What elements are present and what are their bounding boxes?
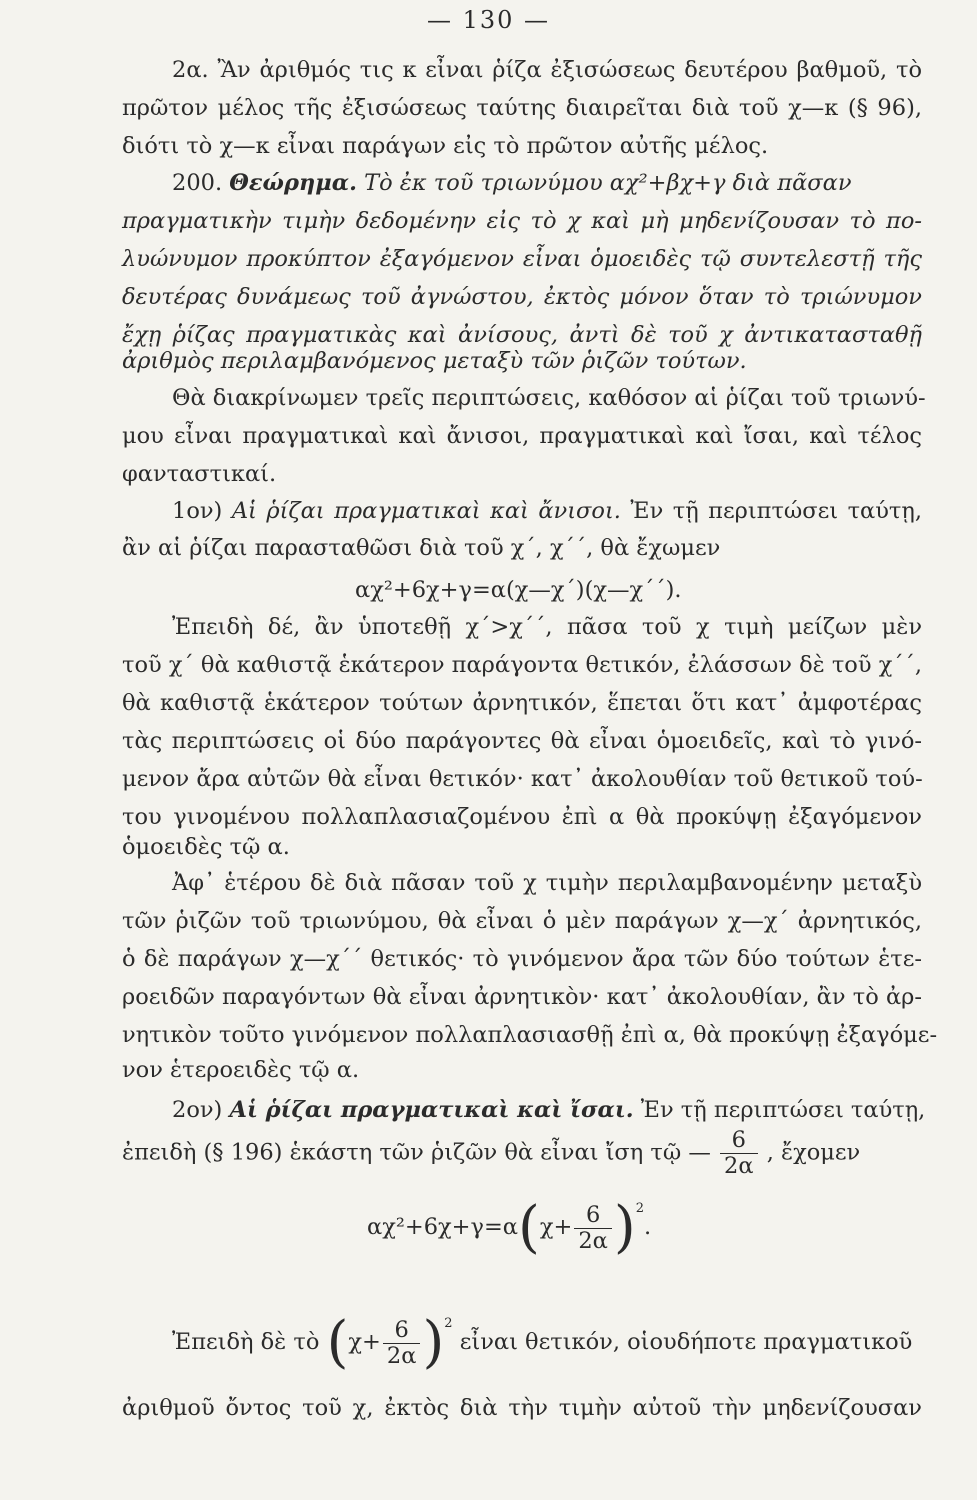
text-line: του γινομένου πολλαπλασιαζομένου ἐπὶ α θὰ προκύψῃ ἐξαγόμενον: [122, 804, 922, 830]
fraction-denominator: 2α: [578, 1227, 608, 1254]
equation-factorized: αχ²+6χ+γ=α(χ—χ΄)(χ—χ΄΄).: [355, 577, 682, 603]
text-line: Θὰ διακρίνωμεν τρεῖς περιπτώσεις, καθόσον αἱ ῥίζαι τοῦ τριωνύ-: [172, 385, 926, 411]
theorem-label: Θεώρημα.: [229, 170, 357, 196]
case-heading-line: [172, 1095, 926, 1125]
section-number: 200.: [172, 170, 223, 196]
theorem-heading-line: [172, 168, 922, 198]
case-heading-line: [172, 496, 922, 526]
paren-close-icon: ): [613, 1195, 636, 1260]
paren-open-icon: (: [518, 1195, 540, 1260]
text-line: ἔχῃ ῥίζας πραγματικὰς καὶ ἀνίσους, ἀντὶ δὲ τοῦ χ ἀντικατασταθῇ: [122, 322, 922, 348]
fraction: [383, 1318, 421, 1369]
fraction-denominator: 2α: [724, 1152, 754, 1179]
text-line: νητικὸν τοῦτο γινόμενον πολλαπλασιασθῇ ἐπὶ α, θὰ προκύψῃ ἐξαγόμε-: [122, 1022, 938, 1048]
text-segment: Ἐπειδὴ δὲ τὸ: [172, 1329, 320, 1355]
fraction-numerator: 6: [574, 1203, 612, 1229]
text-line: ροειδῶν παραγόντων θὰ εἶναι ἀρνητικὸν· κατ᾽ ἀκολουθίαν, ἂν τὸ ἀρ-: [122, 984, 922, 1010]
text-line: διότι τὸ χ—κ εἶναι παράγων εἰς τὸ πρῶτον αὐτῆς μέλος.: [122, 133, 769, 159]
text-line: τοῦ χ΄ θὰ καθιστᾷ ἑκάτερον παράγοντα θετικόν, ἐλάσσων δὲ τοῦ χ΄΄,: [122, 652, 922, 678]
case-title: Αἱ ῥίζαι πραγματικαὶ καὶ ἴσαι.: [229, 1097, 634, 1123]
text-line: ἀριθμοῦ ὄντος τοῦ χ, ἐκτὸς διὰ τὴν τιμὴν αὐτοῦ τὴν μηδενίζουσαν: [122, 1395, 922, 1421]
text-segment: ἐπειδὴ (§ 196) ἑκάστη τῶν ῥιζῶν θὰ εἶναι ἴση τῷ —: [122, 1139, 711, 1166]
text-line: Ἐπειδὴ δέ, ἂν ὑποτεθῇ χ΄>χ΄΄, πᾶσα τοῦ χ τιμὴ μείζων μὲν: [172, 614, 922, 640]
paren-close-icon: ): [422, 1310, 445, 1375]
fraction-denominator: 2α: [386, 1342, 417, 1369]
paren-open-icon: (: [326, 1310, 349, 1375]
text-line: ὁ δὲ παράγων χ—χ΄΄ θετικός· τὸ γινόμενον ἄρα τῶν δύο τούτων ἑτε-: [122, 946, 922, 972]
page-number: — 130 —: [426, 6, 551, 34]
theorem-text: Τὸ ἐκ τοῦ τριωνύμου αχ²+βχ+γ διὰ πᾶσαν: [364, 170, 852, 196]
text-line: δευτέρας δυνάμεως τοῦ ἀγνώστου, ἐκτὸς μόνον ὅταν τὸ τριώνυμον: [122, 284, 922, 310]
exponent: 2: [444, 1316, 453, 1331]
exponent: 2: [635, 1201, 645, 1216]
text-line: ἂν αἱ ῥίζαι παρασταθῶσι διὰ τοῦ χ΄, χ΄΄, θὰ ἔχωμεν: [122, 535, 721, 561]
equation-inner: χ+: [539, 1214, 573, 1240]
text-line-with-fraction: [122, 1128, 922, 1179]
text-line: 2α. Ἂν ἀριθμός τις κ εἶναι ῥίζα ἐξισώσεως δευτέρου βαθμοῦ, τὸ: [172, 57, 922, 83]
fraction-numerator: 6: [720, 1128, 758, 1154]
text-line: πρῶτον μέλος τῆς ἐξισώσεως ταύτης διαιρεῖται διὰ τοῦ χ—κ (§ 96),: [122, 95, 922, 121]
text-line: νον ἑτεροειδὲς τῷ α.: [122, 1057, 360, 1083]
case-number: 1ον): [172, 498, 223, 524]
text-line: πραγματικὴν τιμὴν δεδομένην εἰς τὸ χ καὶ μὴ μηδενίζουσαν τὸ πο-: [122, 208, 922, 234]
text-line: ἀριθμὸς περιλαμβανόμενος μεταξὺ τῶν ῥιζῶν τούτων.: [122, 348, 747, 374]
case-number: 2ον): [172, 1097, 223, 1123]
text-line: λυώνυμον προκύπτον ἐξαγόμενον εἶναι ὁμοειδὲς τῷ συντελεστῇ τῆς: [122, 246, 922, 272]
equation-left: αχ²+6χ+γ=α: [367, 1214, 518, 1240]
fraction: [574, 1203, 612, 1254]
text-line: μενον ἄρα αὐτῶν θὰ εἶναι θετικόν· κατ᾽ ἀκολουθίαν τοῦ θετικοῦ τού-: [122, 766, 923, 792]
fraction-numerator: 6: [383, 1318, 421, 1344]
case-text: Ἐν τῇ περιπτώσει ταύτῃ,: [640, 1097, 926, 1123]
text-line: μου εἶναι πραγματικαὶ καὶ ἄνισοι, πραγματικαὶ καὶ ἴσαι, καὶ τέλος: [122, 423, 922, 449]
text-line-with-expression: [172, 1310, 922, 1375]
equation-end: .: [644, 1214, 652, 1240]
text-line: τῶν ῥιζῶν τοῦ τριωνύμου, θὰ εἶναι ὁ μὲν παράγων χ—χ΄ ἀρνητικός,: [122, 908, 922, 934]
text-segment: εἶναι θετικόν, οἱουδήποτε πραγματικοῦ: [459, 1329, 913, 1355]
text-line: ὁμοειδὲς τῷ α.: [122, 834, 290, 860]
text-line: τὰς περιπτώσεις οἱ δύο παράγοντες θὰ εἶναι ὁμοειδεῖς, καὶ τὸ γινό-: [122, 728, 922, 754]
text-segment: , ἔχομεν: [766, 1139, 861, 1166]
case-title: Αἱ ῥίζαι πραγματικαὶ καὶ ἄνισοι.: [231, 498, 621, 524]
text-line: Ἀφ᾽ ἑτέρου δὲ διὰ πᾶσαν τοῦ χ τιμὴν περιλαμβανομένην μεταξὺ: [172, 870, 922, 896]
expression-inner: χ+: [348, 1329, 381, 1355]
equation-square: [367, 1195, 652, 1260]
text-line: φανταστικαί.: [122, 461, 277, 487]
fraction: [720, 1128, 758, 1179]
case-text: Ἐν τῇ περιπτώσει ταύτῃ,: [630, 498, 922, 524]
text-line: θὰ καθιστᾷ ἑκάτερον τούτων ἀρνητικόν, ἕπεται ὅτι κατ᾽ ἀμφοτέρας: [122, 690, 922, 716]
